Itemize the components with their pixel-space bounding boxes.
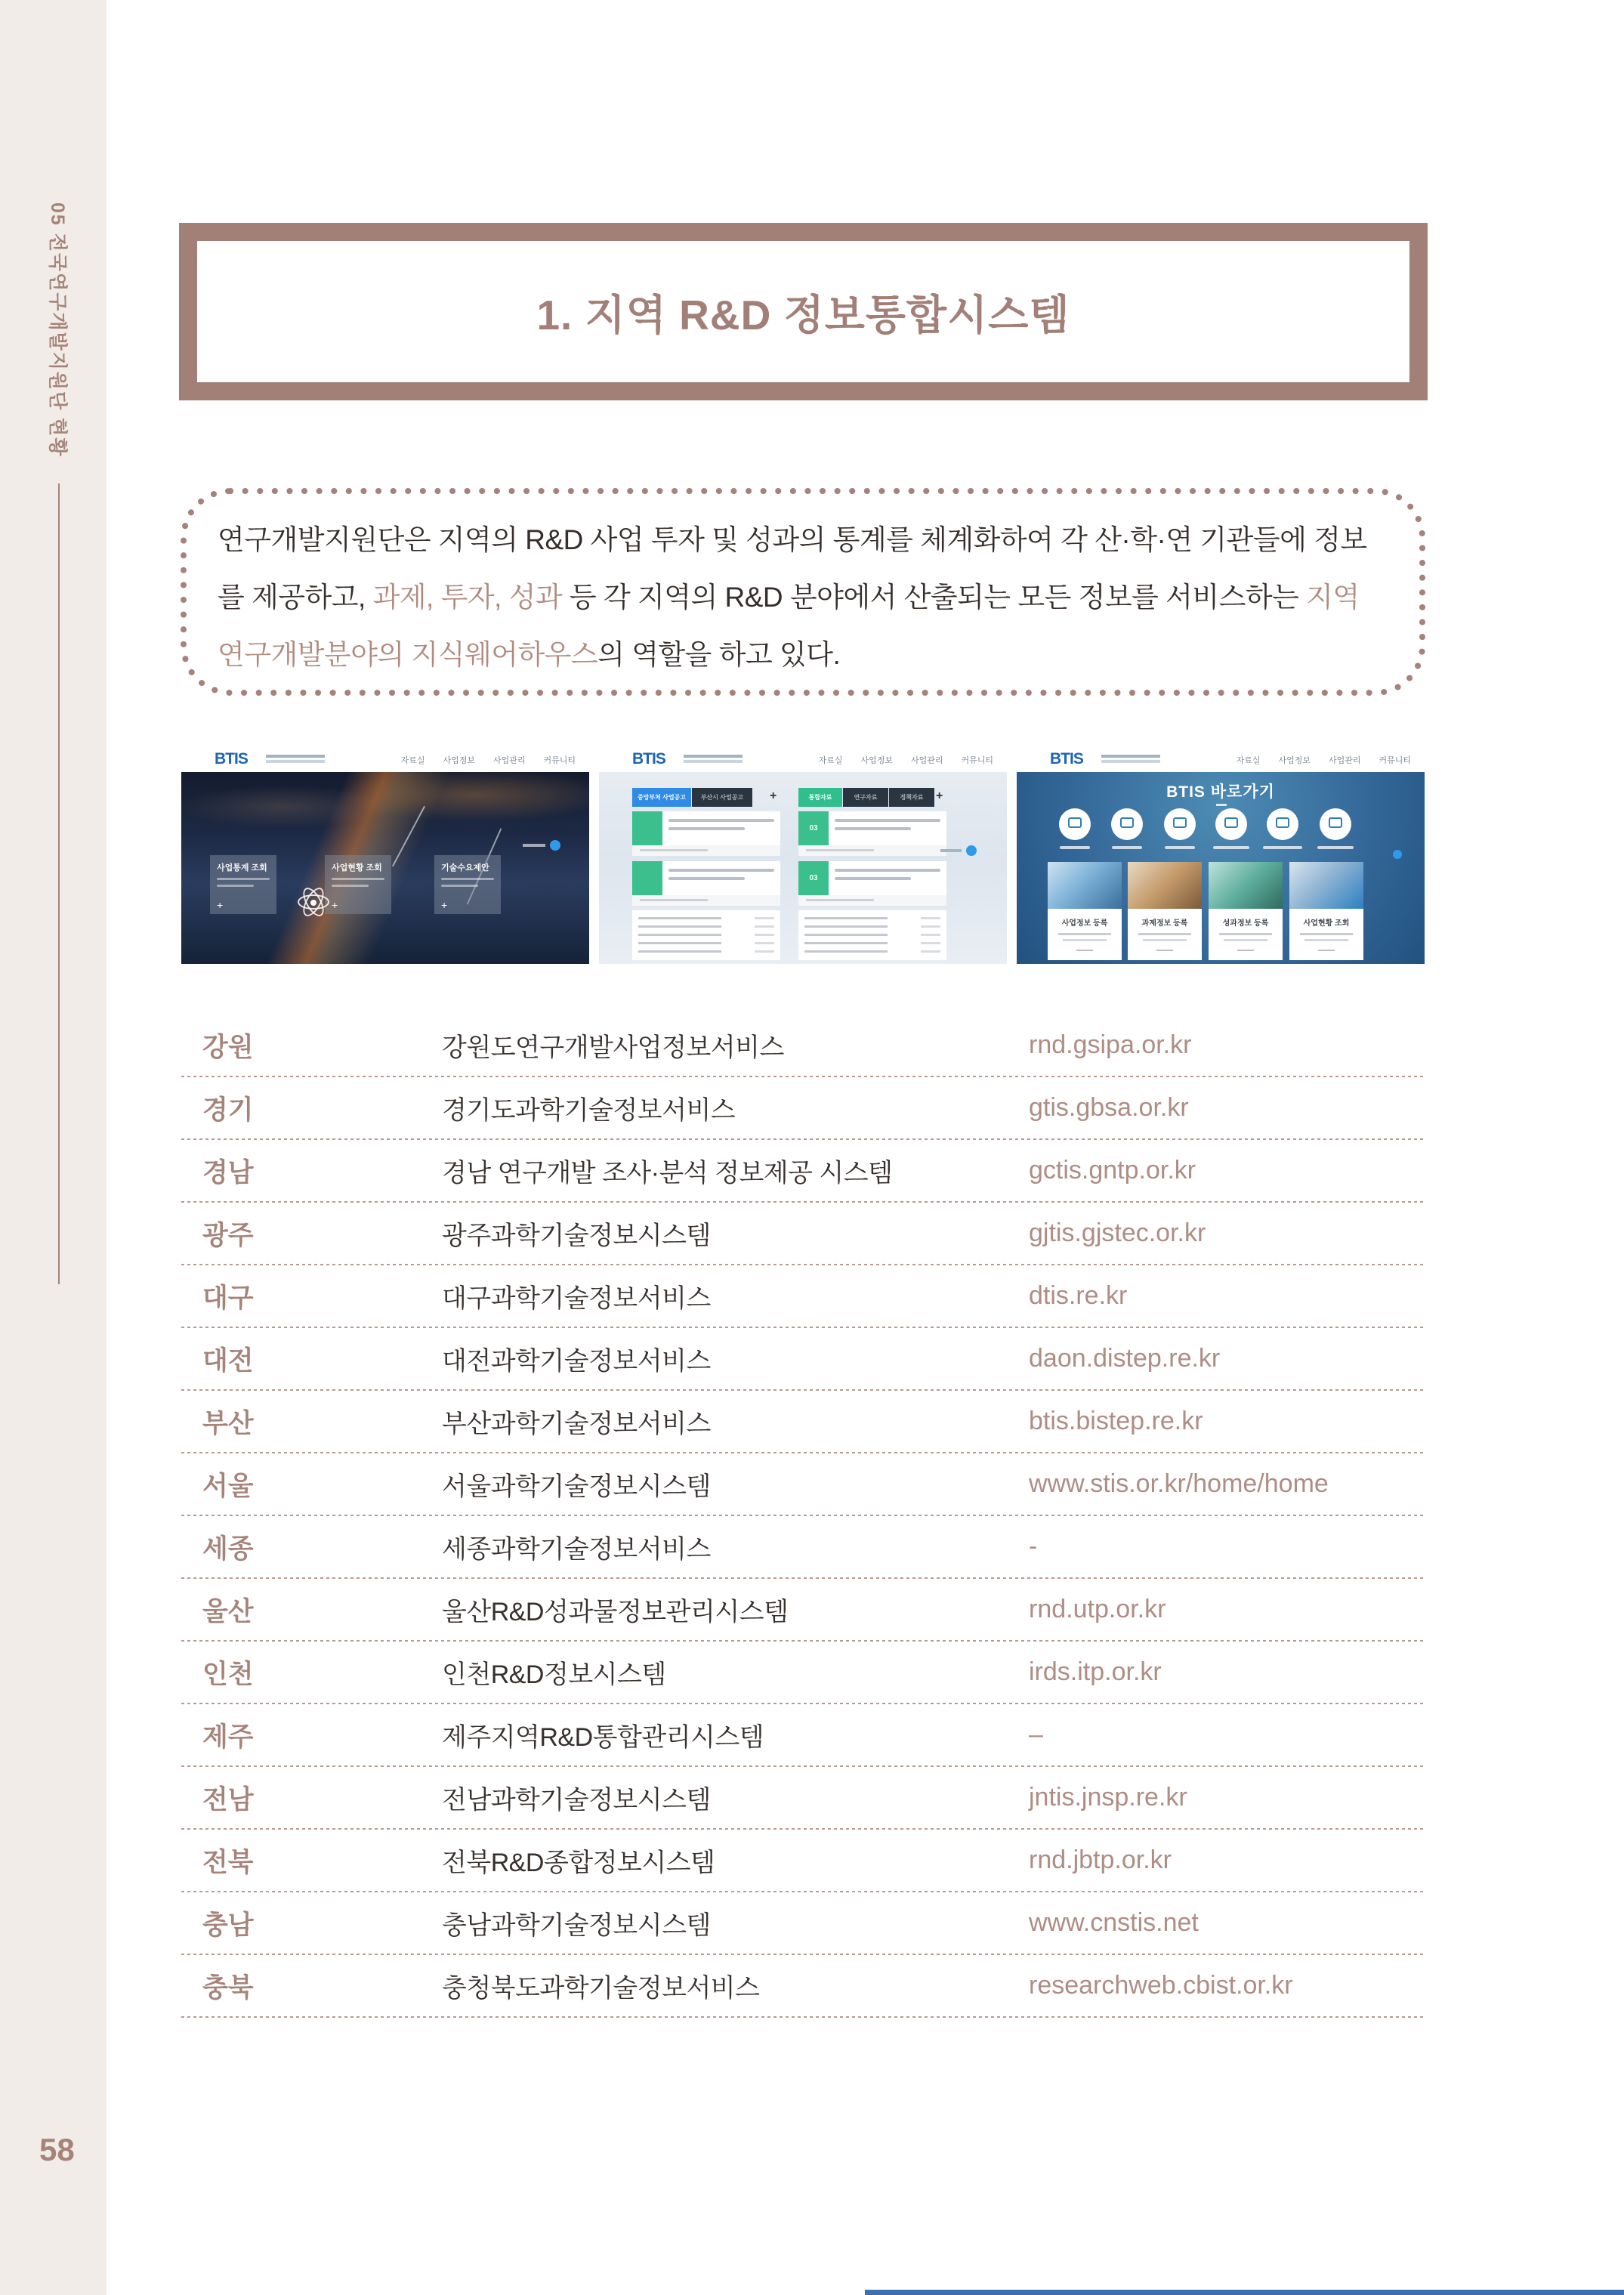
hero-pager-button [550, 840, 560, 851]
system-url-link[interactable]: daon.distep.re.kr [1029, 1344, 1221, 1373]
btis-logo: BTIS [632, 750, 665, 768]
table-row [181, 1642, 1425, 1704]
system-url-link[interactable]: gjtis.gjstec.or.kr [1029, 1219, 1206, 1247]
notice-meta [798, 845, 946, 856]
system-name-cell: 충남과학기술정보시스템 [442, 1911, 711, 1940]
shortcut-circle-icon [1320, 808, 1351, 840]
notice-meta [798, 895, 946, 906]
table-row [181, 1203, 1425, 1265]
btis-shortcuts-screenshot [1017, 746, 1425, 964]
notice-list [798, 910, 946, 960]
hero-card-status: 사업현황 조회 + [325, 855, 391, 914]
btis-navbar [599, 746, 1007, 772]
plus-icon: + [332, 899, 338, 911]
notice-card [632, 811, 780, 845]
system-name-cell: 울산R&D성과물정보관리시스템 [442, 1598, 789, 1626]
board-tabs [632, 788, 780, 807]
nav-item: 커뮤니티 [543, 756, 576, 765]
system-url-link[interactable]: www.cnstis.net [1029, 1908, 1199, 1937]
notice-card [632, 861, 780, 895]
system-name-cell: 대전과학기술정보서비스 [442, 1347, 711, 1376]
nav-item: 커뮤니티 [961, 756, 993, 765]
btis-nav-menu [819, 754, 993, 766]
nav-item: 사업정보 [1278, 756, 1311, 765]
circle-label [1317, 846, 1354, 849]
system-url-link[interactable]: rnd.gsipa.or.kr [1029, 1030, 1192, 1059]
btis-hero-photo [181, 772, 589, 964]
region-cell: 광주 [202, 1220, 254, 1250]
region-cell: 세종 [202, 1534, 254, 1564]
intro-seg-highlight: 과제, 투자, 성과 [372, 582, 563, 613]
btis-logo: BTIS [215, 750, 248, 768]
system-name-cell: 강원도연구개발사업정보서비스 [442, 1033, 784, 1062]
btis-logo: BTIS [1050, 750, 1083, 768]
system-url-link[interactable]: dtis.re.kr [1029, 1281, 1128, 1310]
shortcuts-title: BTIS 바로가기 [1166, 783, 1275, 801]
region-cell: 충북 [202, 1972, 254, 2003]
table-row [181, 1391, 1425, 1453]
circle-label [1213, 846, 1249, 849]
table-row [181, 1453, 1425, 1516]
nav-item: 커뮤니티 [1379, 756, 1411, 765]
region-cell: 서울 [202, 1471, 254, 1501]
region-cell: 제주 [202, 1722, 254, 1752]
btis-home-screenshot [181, 746, 589, 964]
tab-central-notices: 중앙부처 사업공고 [632, 788, 691, 807]
card-photo [1209, 862, 1283, 909]
nav-item: 사업정보 [443, 756, 475, 765]
sidebar-rule [58, 483, 60, 1284]
hero-card-tech-demand: 기술수요제안 + [434, 855, 501, 914]
table-row [181, 1767, 1425, 1830]
system-url-link[interactable]: irds.itp.or.kr [1029, 1657, 1162, 1686]
nav-item: 자료실 [818, 756, 843, 765]
notice-badge [632, 811, 662, 845]
btis-navbar [1017, 746, 1425, 772]
notice-meta [632, 845, 780, 856]
region-cell: 전남 [202, 1784, 254, 1815]
atom-icon [295, 884, 332, 922]
table-row [181, 1140, 1425, 1203]
system-name-cell: 전북R&D종합정보시스템 [442, 1849, 715, 1877]
system-url-link[interactable]: – [1029, 1720, 1043, 1749]
region-cell: 울산 [202, 1596, 254, 1626]
shortcut-circle-icon [1111, 808, 1143, 840]
region-cell: 경기 [202, 1095, 254, 1125]
system-url-link[interactable]: gtis.gbsa.or.kr [1029, 1093, 1189, 1122]
system-name-cell: 전남과학기술정보시스템 [442, 1786, 711, 1815]
notice-board-right [798, 788, 946, 882]
plus-icon: + [936, 789, 943, 802]
nav-item: 사업관리 [492, 756, 526, 765]
plus-icon: + [441, 899, 448, 911]
btis-boards-body [599, 772, 1007, 964]
region-cell: 경남 [202, 1157, 254, 1188]
section-title-inner [197, 241, 1409, 382]
notice-board-left [632, 788, 780, 807]
system-name-cell: 서울과학기술정보시스템 [442, 1472, 711, 1501]
intro-seg-highlight: 지역 연구개발분야의 지식웨어하우스 [218, 582, 1360, 670]
intro-callout [180, 487, 1426, 697]
tab-busan-notices: 부산시 사업공고 [692, 788, 752, 807]
sidebar [0, 0, 107, 2295]
region-cell: 강원 [202, 1032, 254, 1062]
system-url-link[interactable]: www.stis.or.kr/home/home [1029, 1469, 1329, 1498]
system-name-cell: 부산과학기술정보서비스 [442, 1410, 711, 1438]
intro-seg: 등 각 지역의 R&D 분야에서 산출되는 모든 정보를 서비스하는 [562, 582, 1307, 613]
circle-label [1060, 846, 1090, 849]
system-url-link[interactable]: rnd.utp.or.kr [1029, 1595, 1166, 1623]
plus-icon: + [770, 789, 777, 802]
shortcuts-pager-button [1393, 850, 1402, 859]
region-cell: 대구 [202, 1283, 254, 1313]
system-name-cell: 대구과학기술정보서비스 [442, 1284, 711, 1313]
hero-card-statistics: 사업통계 조회 + [210, 855, 276, 914]
system-url-link[interactable]: rnd.jbtp.or.kr [1029, 1846, 1172, 1874]
intro-seg: 연구개발지원단은 지역의 R&D 사업 투자 및 성과의 통계를 체계화하여 각 산·학·연 기관들에 정보를 제공하고, [218, 524, 1367, 613]
circle-label [1112, 846, 1142, 849]
region-cell: 대전 [202, 1345, 254, 1376]
nav-item: 자료실 [1236, 756, 1261, 765]
nav-item: 사업관리 [910, 756, 943, 765]
shortcut-card-project-info: 사업정보 등록 [1048, 862, 1122, 960]
region-cell: 충남 [202, 1910, 254, 1940]
btis-boards-screenshot [599, 746, 1007, 964]
notice-badge [632, 861, 662, 895]
system-name-cell: 경남 연구개발 조사·분석 정보제공 시스템 [442, 1159, 893, 1188]
board-pager-label [940, 849, 962, 852]
card-photo [1048, 862, 1122, 909]
table-row [181, 1892, 1425, 1955]
page-number: 58 [39, 2132, 75, 2167]
region-system-table [181, 1015, 1425, 2018]
title-underline [1216, 804, 1227, 806]
shortcut-circle-icon [1059, 808, 1091, 840]
tab-policy-data: 정책자료 [889, 788, 934, 807]
hero-pager-label [523, 844, 545, 847]
btis-nav-menu [1237, 754, 1411, 766]
btis-logo-subtext [266, 755, 325, 758]
tab-research-data: 연구자료 [843, 788, 888, 807]
bridge-cable [392, 806, 425, 866]
region-cell: 전북 [202, 1847, 254, 1877]
table-row [181, 1077, 1425, 1140]
intro-seg: 의 역할을 하고 있다. [597, 639, 841, 670]
system-url-link[interactable]: researchweb.cbist.or.kr [1029, 1971, 1293, 2000]
table-row [181, 1830, 1425, 1892]
website-screenshots [181, 746, 1428, 964]
table-row [181, 1579, 1425, 1642]
notice-date-badge: 03 [798, 861, 829, 895]
system-url-link[interactable]: jntis.jnsp.re.kr [1029, 1783, 1187, 1812]
system-name-cell: 인천R&D정보시스템 [442, 1660, 666, 1689]
chapter-vertical-label: 05 전국연구개발지원단 현황 [47, 202, 68, 458]
card-photo [1128, 862, 1202, 909]
system-name-cell: 광주과학기술정보시스템 [442, 1222, 711, 1250]
tab-integrated-data: 통합자료 [798, 788, 842, 807]
circle-label [1263, 846, 1302, 849]
section-title: 1. 지역 R&D 정보통합시스템 [536, 292, 1070, 338]
system-url-link[interactable]: btis.bistep.re.kr [1029, 1407, 1203, 1435]
region-cell: 부산 [202, 1408, 254, 1438]
intro-paragraph [218, 511, 1382, 684]
table-row [181, 1704, 1425, 1767]
nav-item: 자료실 [400, 756, 425, 765]
system-name-cell: 충청북도과학기술정보서비스 [442, 1974, 760, 2003]
card-photo [1289, 862, 1363, 909]
table-row [181, 1015, 1425, 1077]
board-pager-button [966, 845, 977, 856]
circle-label [1165, 846, 1195, 849]
nav-item: 사업관리 [1328, 756, 1361, 765]
table-row [181, 1516, 1425, 1579]
plus-icon: + [217, 899, 224, 911]
shortcut-card-task-info: 과제정보 등록 [1128, 862, 1202, 960]
table-row [181, 1955, 1425, 2018]
notice-card [798, 811, 946, 845]
notice-date-badge: 03 [798, 811, 829, 845]
notice-card [798, 861, 946, 895]
board-tabs [798, 788, 946, 807]
btis-nav-menu [401, 754, 576, 766]
section-title-box [179, 223, 1428, 400]
btis-logo-subtext [1101, 755, 1160, 758]
system-url-link[interactable]: gctis.gntp.or.kr [1029, 1156, 1196, 1185]
btis-logo-subtext [684, 755, 743, 758]
nav-item: 사업정보 [860, 756, 893, 765]
notice-meta [632, 895, 780, 906]
system-name-cell: 제주지역R&D통합관리시스템 [442, 1723, 764, 1752]
shortcut-circle-icon [1267, 808, 1298, 840]
system-url-link[interactable]: - [1029, 1532, 1038, 1561]
shortcut-circle-icon [1215, 808, 1247, 840]
region-cell: 인천 [202, 1659, 254, 1689]
table-row [181, 1265, 1425, 1328]
shortcut-card-status: 사업현황 조회 [1289, 862, 1363, 960]
system-name-cell: 경기도과학기술정보서비스 [442, 1096, 736, 1125]
system-name-cell: 세종과학기술정보서비스 [442, 1535, 711, 1564]
bottom-blue-strip [865, 2290, 1624, 2295]
notice-list [632, 910, 780, 960]
btis-navbar [181, 746, 589, 772]
shortcut-card-result-info: 성과정보 등록 [1209, 862, 1283, 960]
btis-shortcuts-body [1017, 772, 1425, 964]
table-row [181, 1328, 1425, 1391]
shortcut-circle-icon [1164, 808, 1196, 840]
